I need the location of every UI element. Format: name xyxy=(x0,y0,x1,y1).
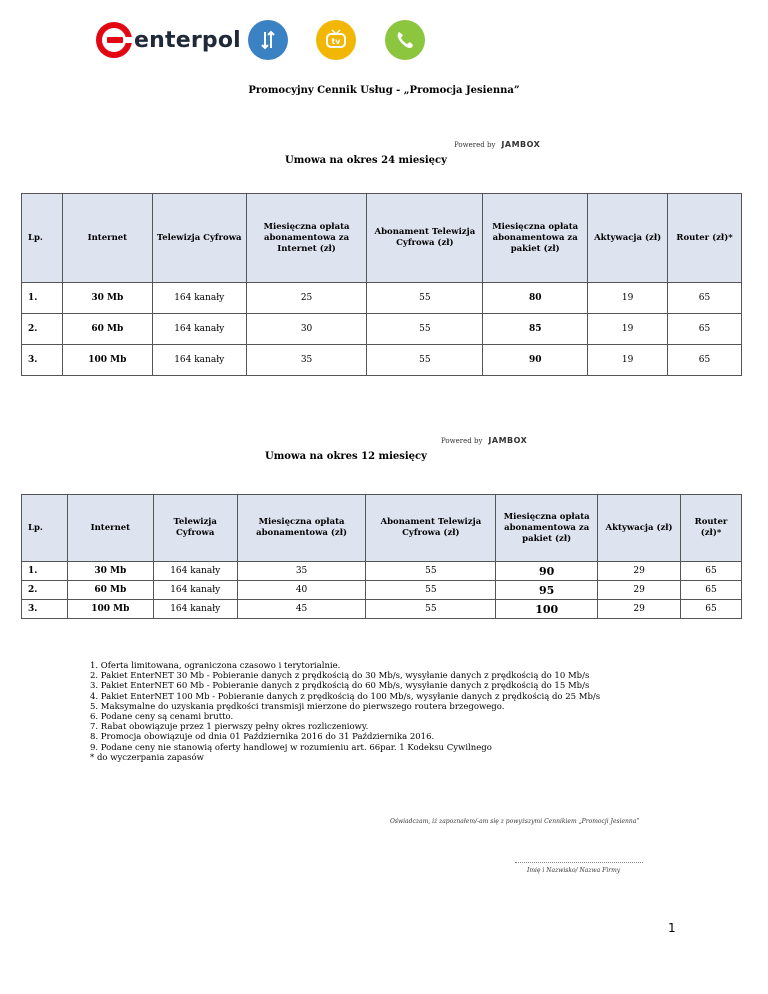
price-table-24 xyxy=(21,193,742,376)
note-item: 6. Podane ceny są cenami brutto. xyxy=(90,712,234,723)
header-cell: Abonament Telewizja Cyfrowa (zł) xyxy=(366,495,496,562)
cell-internet-fee: 45 xyxy=(237,600,366,619)
note-item: 2. Pakiet EnterNET 30 Mb - Pobieranie danych z prędkością do 30 Mb/s, wysyłanie danych z prędkością do 10 Mb/s xyxy=(90,671,590,682)
terms-notes xyxy=(90,661,600,763)
note-item: 5. Maksymalne do uzyskania prędkości transmisji mierzone do pierwszego routera brzegowego. xyxy=(90,701,505,712)
note-item: 7. Rabat obowiązuje przez 1 pierwszy pełny okres rozliczeniowy. xyxy=(90,722,369,733)
powered-by-label: Powered by xyxy=(441,436,483,445)
note-item: 8. Promocja obowiązuje od dnia 01 Października 2016 do 31 Października 2016. xyxy=(90,732,435,743)
cell-internet: 30 Mb xyxy=(67,562,153,581)
cell-lp: 2. xyxy=(22,314,63,345)
note-item: 9. Podane ceny nie stanowią oferty handlowej w rozumieniu art. 66par. 1 Kodeksu Cywilnego xyxy=(90,742,492,753)
table-row xyxy=(22,283,742,314)
cell-tv-fee: 55 xyxy=(367,314,483,345)
cell-internet-fee: 30 xyxy=(246,314,367,345)
powered-by-label: Powered by xyxy=(454,140,496,149)
cell-internet: 30 Mb xyxy=(62,283,152,314)
cell-router: 65 xyxy=(668,314,742,345)
tv-icon-text: tv xyxy=(331,37,341,46)
cell-internet: 100 Mb xyxy=(67,600,153,619)
header-cell: Miesięczna opłata abonamentowa za pakiet (zł) xyxy=(483,194,588,283)
cell-lp: 1. xyxy=(22,283,63,314)
cell-package-fee: 90 xyxy=(483,345,588,376)
table-row xyxy=(22,600,742,619)
cell-tv-fee: 55 xyxy=(366,581,496,600)
note-item: 4. Pakiet EnterNET 100 Mb - Pobieranie danych z prędkością do 100 Mb/s, wysyłanie danych z prędkością do 25 Mb/s xyxy=(90,691,601,702)
cell-tv-fee: 55 xyxy=(366,562,496,581)
header-cell: Miesięczna opłata abonamentowa za pakiet (zł) xyxy=(496,495,598,562)
table-row xyxy=(22,314,742,345)
header-cell: Abonament Telewizja Cyfrowa (zł) xyxy=(367,194,483,283)
jambox-logo: JAMBOX xyxy=(501,140,541,149)
cell-internet-fee: 40 xyxy=(237,581,366,600)
signature-label: Imię i Nazwisko/ Nazwa Firmy xyxy=(527,867,621,874)
page-number: 1 xyxy=(668,921,676,935)
internet-icon xyxy=(248,20,288,60)
cell-internet-fee: 35 xyxy=(246,345,367,376)
brand-name: enterpol xyxy=(134,28,241,53)
header-cell: Aktywacja (zł) xyxy=(588,194,668,283)
cell-internet: 100 Mb xyxy=(62,345,152,376)
cell-package-fee: 85 xyxy=(483,314,588,345)
cell-internet-fee: 35 xyxy=(237,562,366,581)
cell-router: 65 xyxy=(681,562,742,581)
header-cell: Router (zł)* xyxy=(681,495,742,562)
cell-tv-fee: 55 xyxy=(367,283,483,314)
cell-activation: 19 xyxy=(588,314,668,345)
cell-tv: 164 kanały xyxy=(152,345,246,376)
table-header-row xyxy=(22,495,742,562)
cell-tv: 164 kanały xyxy=(153,562,237,581)
table-row xyxy=(22,562,742,581)
phone-icon xyxy=(385,20,425,60)
note-item: 1. Oferta limitowana, ograniczona czasowo i terytorialnie. xyxy=(90,661,341,671)
page-title: Promocyjny Cennik Usług - „Promocja Jesienna” xyxy=(248,85,520,96)
cell-package-fee: 95 xyxy=(496,581,598,600)
cell-lp: 3. xyxy=(22,600,68,619)
cell-internet-fee: 25 xyxy=(246,283,367,314)
cell-internet: 60 Mb xyxy=(62,314,152,345)
cell-activation: 19 xyxy=(588,345,668,376)
cell-activation: 29 xyxy=(598,562,681,581)
header-cell: Router (zł)* xyxy=(668,194,742,283)
declaration-text: Oświadczam, iż zapoznałem/-am się z powyższymi Cennikiem „Promocji Jesienna” xyxy=(390,818,640,825)
cell-package-fee: 90 xyxy=(496,562,598,581)
jambox-logo: JAMBOX xyxy=(488,436,528,445)
signature-line xyxy=(515,862,643,863)
cell-activation: 29 xyxy=(598,600,681,619)
header-cell: Lp. xyxy=(22,194,63,283)
price-table-12 xyxy=(21,494,742,619)
powered-by xyxy=(441,436,527,445)
cell-router: 65 xyxy=(668,283,742,314)
cell-lp: 1. xyxy=(22,562,68,581)
subtitle-12: Umowa na okres 12 miesięcy xyxy=(265,451,427,462)
header-cell: Aktywacja (zł) xyxy=(598,495,681,562)
cell-tv: 164 kanały xyxy=(153,600,237,619)
cell-activation: 29 xyxy=(598,581,681,600)
enterpol-logo-icon xyxy=(96,22,132,58)
subtitle-24: Umowa na okres 24 miesięcy xyxy=(285,155,447,166)
header-cell: Internet xyxy=(67,495,153,562)
powered-by xyxy=(454,140,540,149)
cell-tv: 164 kanały xyxy=(153,581,237,600)
cell-tv-fee: 55 xyxy=(367,345,483,376)
cell-activation: 19 xyxy=(588,283,668,314)
cell-internet: 60 Mb xyxy=(67,581,153,600)
header-cell: Internet xyxy=(62,194,152,283)
cell-router: 65 xyxy=(681,581,742,600)
cell-router: 65 xyxy=(668,345,742,376)
header-cell: Miesięczna opłata abonamentowa za Internet (zł) xyxy=(246,194,367,283)
cell-package-fee: 80 xyxy=(483,283,588,314)
note-item: * do wyczerpania zapasów xyxy=(90,752,204,763)
cell-package-fee: 100 xyxy=(496,600,598,619)
cell-router: 65 xyxy=(681,600,742,619)
cell-lp: 3. xyxy=(22,345,63,376)
cell-tv: 164 kanały xyxy=(152,283,246,314)
header-cell: Miesięczna opłata abonamentowa (zł) xyxy=(237,495,366,562)
header-cell: Lp. xyxy=(22,495,68,562)
table-header-row xyxy=(22,194,742,283)
note-item: 3. Pakiet EnterNET 60 Mb - Pobieranie danych z prędkością do 60 Mb/s, wysyłanie danych z prędkością do 15 Mb/s xyxy=(90,681,590,692)
table-row xyxy=(22,345,742,376)
cell-tv-fee: 55 xyxy=(366,600,496,619)
header-cell: Telewizja Cyfrowa xyxy=(153,495,237,562)
cell-tv: 164 kanały xyxy=(152,314,246,345)
table-row xyxy=(22,581,742,600)
cell-lp: 2. xyxy=(22,581,68,600)
header-cell: Telewizja Cyfrowa xyxy=(152,194,246,283)
tv-icon xyxy=(316,20,356,60)
